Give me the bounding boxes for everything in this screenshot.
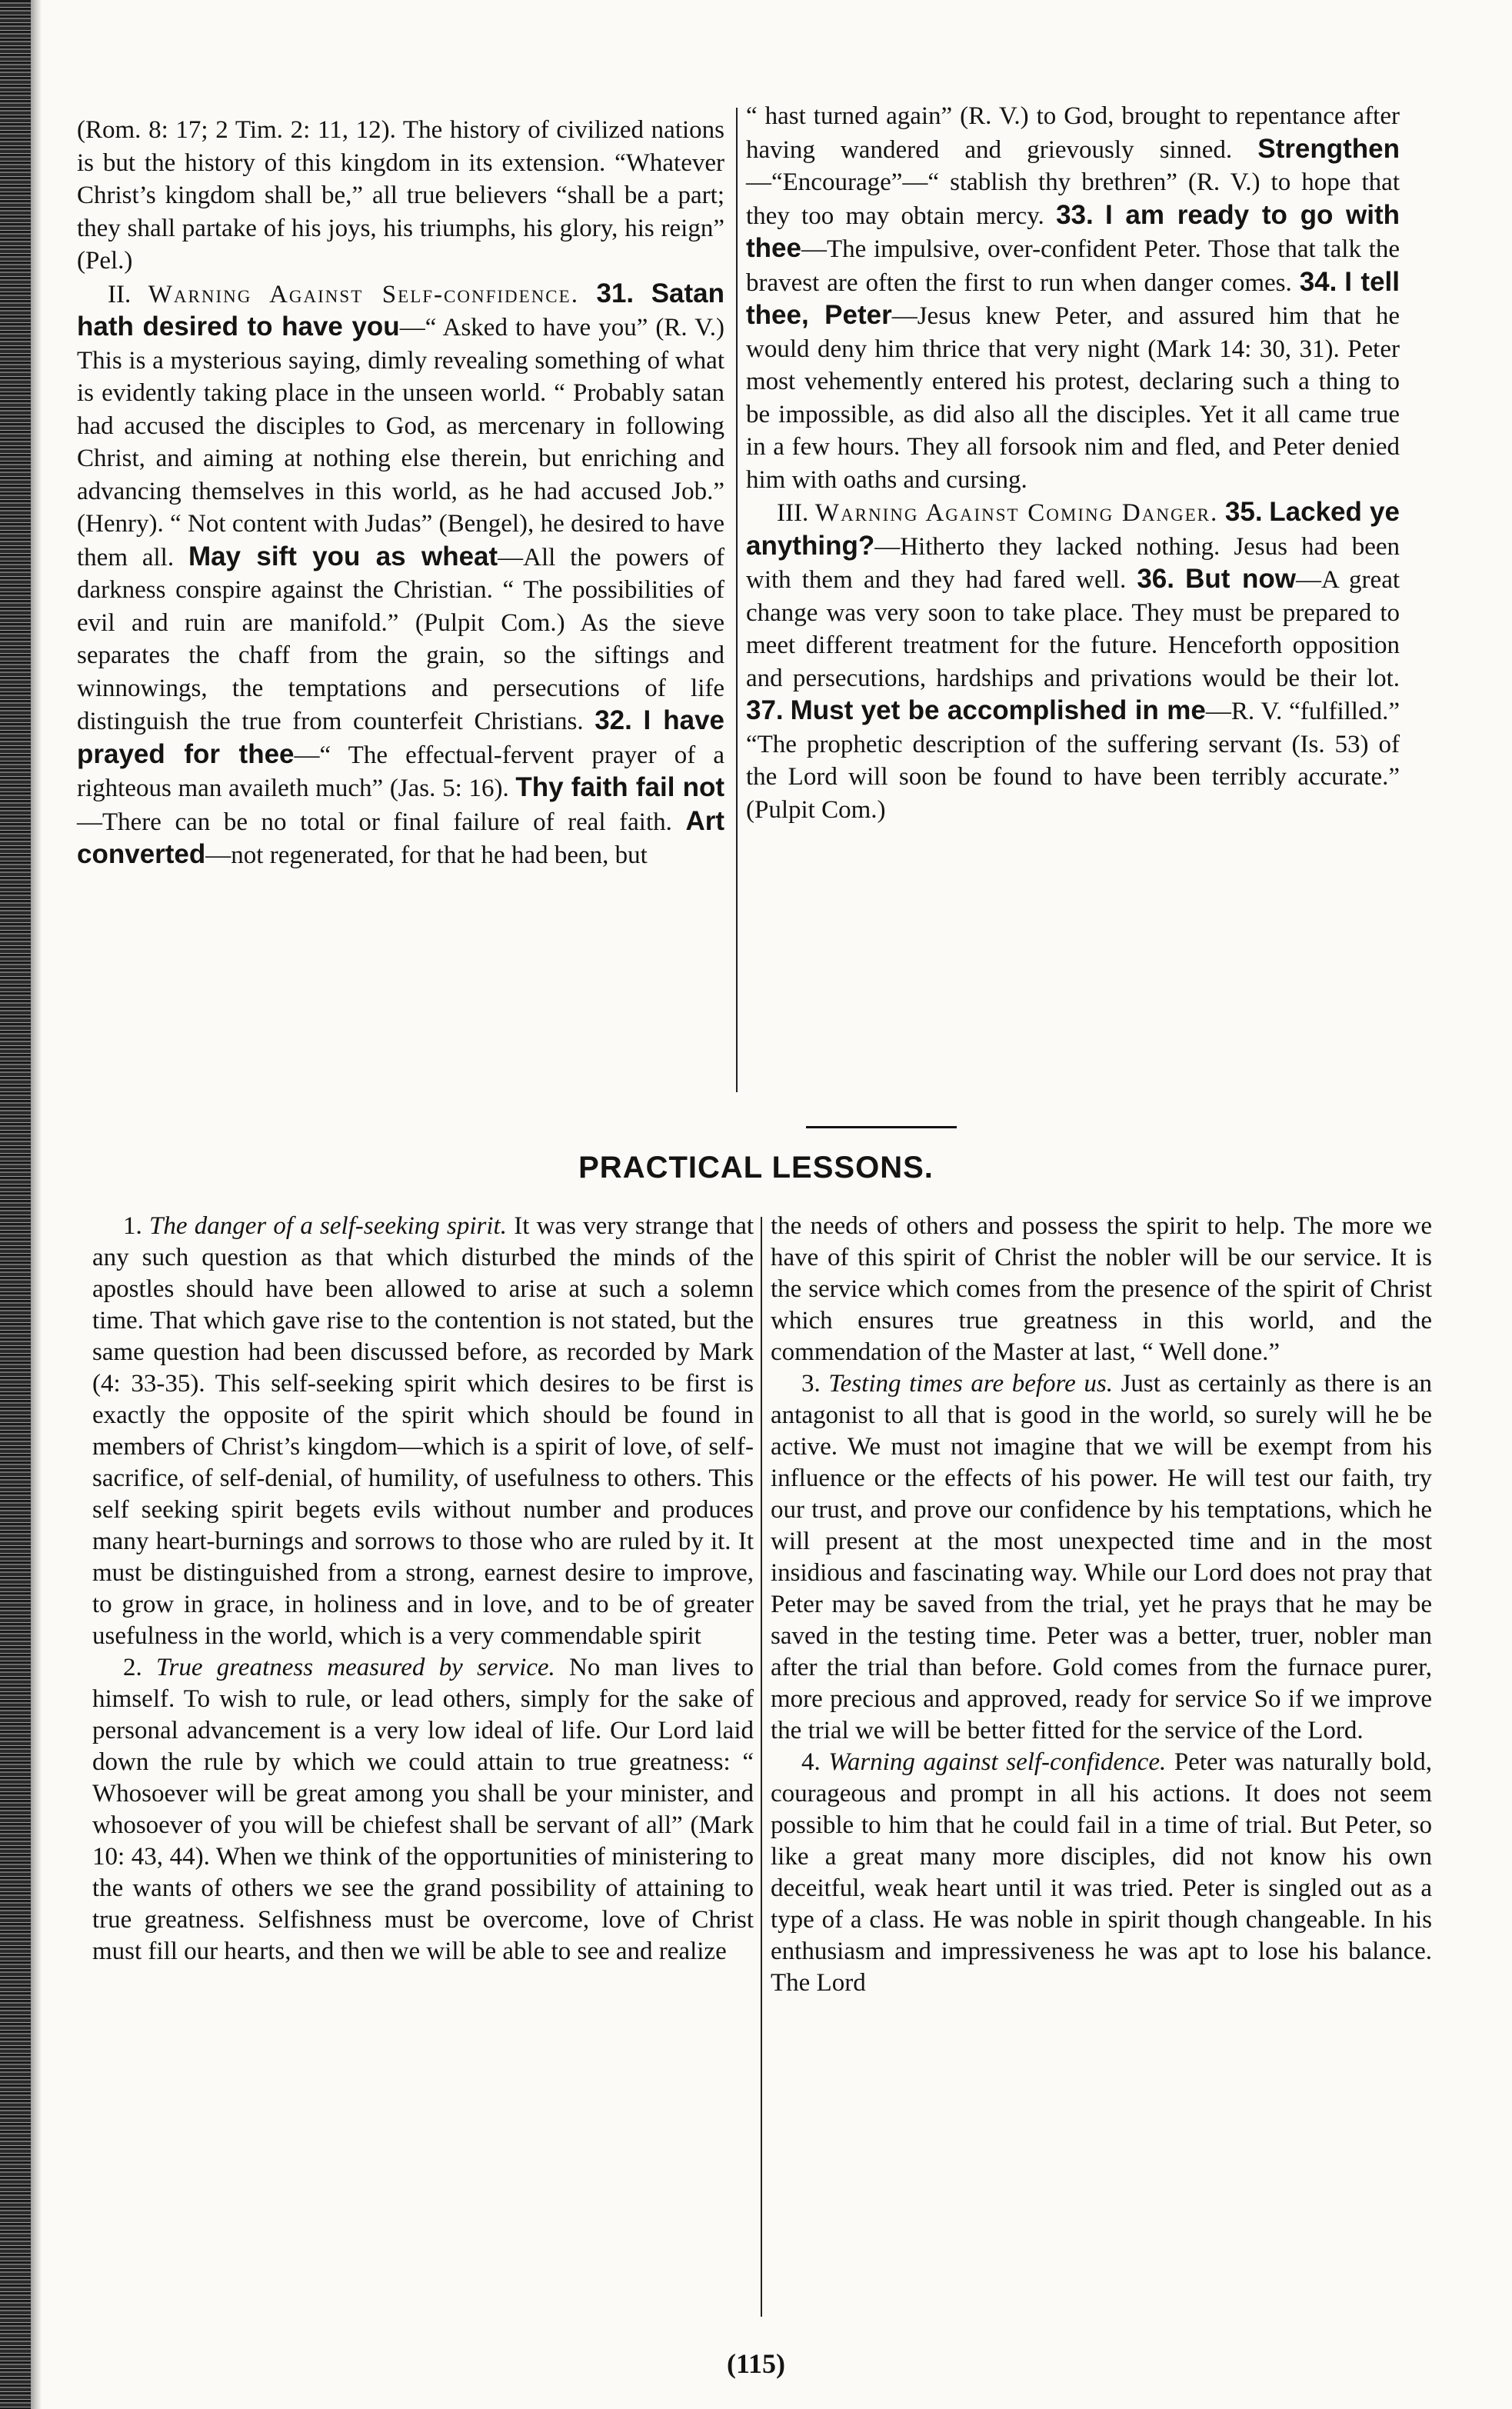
section-title-coming-danger: Warning Against Coming Danger. bbox=[814, 499, 1219, 527]
lessons-column-left bbox=[92, 1211, 754, 1968]
paragraph-peter-strengthen: “ hast turned again” (R. V.) to God, brought to repentance after having wandered and grievously sinned. Strengthen—“Encourage”—“ stablish thy brethren” (R. V.) to hope that they too may obtain mercy. 33. I am ready to go with thee—The impulsive, over-confident Peter. Those that talk the bravest are often the first to run when danger comes. 34. I tell thee, Peter—Jesus knew Peter, and assured him that he would deny him thrice that very night (Mark 14: 30, 31). Peter most vehemently entered his protest, declaring such a thing to be impossible, as did also all the disciples. Yet it all came true in a few hours. They all forsook nim and fled, and Peter denied him with oaths and cursing. bbox=[746, 102, 1400, 494]
practical-lessons-heading: PRACTICAL LESSONS. bbox=[578, 1151, 934, 1185]
verse-number-34: 34. bbox=[1299, 266, 1337, 297]
lesson-2: 2. True greatness measured by service. No man lives to himself. To wish to rule, or lead others, simply for the sake of personal advancement is a very low ideal of life. Our Lord laid down the rule by which we could attain to true greatness: “ Whosoever will be great among you shall be your minister, and whosoever of you will be chiefest shall be servant of all” (Mark 10: 43, 44). When we think of the opportunities of ministering to the wants of others we see the grand possibility of attaining to true greatness. Selfishness must be overcome, love of Christ must fill our hearts, and then we will be able to see and realize bbox=[92, 1654, 754, 1965]
lesson-title: The danger of a self-seeking spirit. bbox=[148, 1212, 507, 1240]
lesson-2-continued: the needs of others and possess the spirit to help. The more we have of this spirit of Christ the nobler will be our service. It is the service which comes from the presence of the spirit of Christ which ensures true greatness in this world, and the commendation of the Master at last, “ Well done.” bbox=[771, 1212, 1432, 1366]
paragraph-warning-coming-danger: III. Warning Against Coming Danger. 35. Lacked ye anything?—Hitherto they lacked nothing. Jesus had been with them and they had fared well. 36. But now—A great change was very soon to take place. They must be prepared to meet different treatment for the future. Henceforth opposition and persecutions, hardships and privations would be their lot. 37. Must yet be accomplished in me—R. V. “fulfilled.” “The prophetic description of the suffering servant (Is. 53) of the Lord will soon be found to have been terribly accurate.” (Pulpit Com.) bbox=[746, 497, 1400, 824]
key-phrase: Must yet be accomplished in me bbox=[790, 695, 1206, 725]
lesson-title: Testing times are before us. bbox=[828, 1370, 1113, 1398]
key-phrase: I am ready to go with thee bbox=[746, 199, 1400, 263]
verse-number-33: 33. bbox=[1056, 199, 1094, 230]
verse-number-35: 35. bbox=[1224, 497, 1263, 527]
verse-number-37: 37. bbox=[746, 695, 784, 725]
lesson-title: True greatness measured by service. bbox=[156, 1654, 555, 1681]
key-phrase: May sift you as wheat bbox=[188, 541, 498, 571]
key-phrase: Satan hath desired to have you bbox=[77, 278, 725, 342]
column-divider-bottom bbox=[761, 1217, 762, 2317]
book-binding-edge bbox=[0, 0, 31, 2409]
key-phrase: Strengthen bbox=[1257, 133, 1400, 164]
paragraph-kingdom: (Rom. 8: 17; 2 Tim. 2: 11, 12). The history of civilized nations is but the history of this kingdom in its extension. “Whatever Christ’s kingdom shall be,” all true believers “shall be a part; they shall partake of his joys, his triumphs, his glory, his reign” (Pel.) bbox=[77, 116, 724, 275]
lesson-3: 3. Testing times are before us. Just as certainly as there is an antagonist to all that is good in the world, so surely will he be active. We must not imagine that we will be exempt from his influence or the effects of his power. He will test our faith, try our trust, and prove our confidence by his temptations, which he will present at the most unexpected time and in the most insidious and fascinating way. While our Lord does not pray that Peter may be saved from the trial, yet he prays that he may be saved in the testing time. Peter was a better, truer, nobler man after the trial than before. Gold comes from the furnace purer, more precious and approved, ready for service So if we improve the trial we will be better fitted for the service of the Lord. bbox=[771, 1370, 1432, 1744]
section-separator bbox=[806, 1126, 957, 1128]
page-number: (115) bbox=[727, 2348, 785, 2379]
lesson-title: Warning against self-confidence. bbox=[828, 1748, 1167, 1776]
paragraph-warning-self-confidence: II. Warning Against Self-confidence. 31. Satan hath desired to have you—“ Asked to have you” (R. V.) This is a mysterious saying, dimly revealing something of what is evidently taking place in the unseen world. “ Probably satan had accused the disciples to God, as mercenary in following Christ, and aiming at nothing else therein, but enriching and advancing themselves in this world, as he had accused Job.” (Henry). “ Not content with Judas” (Bengel), he desired to have them all. May sift you as wheat—All the powers of darkness conspire against the Christian. “ The possibilities of evil and ruin are manifold.” (Pulpit Com.) As the sieve separates the chaff from the grain, so the siftings and winnowings, the temptations and persecutions of life distinguish the true from counterfeit Christians. 32. I have prayed for thee—“ The effectual-fervent prayer of a righteous man availeth much” (Jas. 5: 16). Thy faith fail not—There can be no total or final failure of real faith. Art converted—not regenerated, for that he had been, but bbox=[77, 278, 725, 869]
commentary-column-right bbox=[746, 100, 1400, 826]
lesson-4: 4. Warning against self-confidence. Peter was naturally bold, courageous and prompt in all his actions. It does not seem possible to him that he could fail in a time of trial. But Peter, so like a great many more disciples, did not know his own deceitful, weak heart until it was tried. Peter is singled out as a type of a class. He was noble in spirit though changeable. In his enthusiasm and impressiveness he was apt to lose his balance. The Lord bbox=[771, 1748, 1432, 1997]
commentary-column-left bbox=[77, 114, 724, 872]
section-title-self-confidence: Warning Against Self-confidence. bbox=[148, 280, 579, 308]
key-phrase: Art converted bbox=[77, 805, 724, 869]
key-phrase: Lacked ye anything? bbox=[746, 497, 1400, 561]
key-phrase: I tell thee, Peter bbox=[746, 266, 1400, 330]
key-phrase: But now bbox=[1185, 564, 1296, 594]
key-phrase: Thy faith fail not bbox=[515, 772, 725, 802]
lesson-1: 1. The danger of a self-seeking spirit. It was very strange that any such question as that which disturbed the minds of the apostles should have been allowed to arise at such a solemn time. That which gave rise to the contention is not stated, but the same question had been discussed before, as recorded by Mark (4: 33-35). This self-seeking spirit which desires to be first is exactly the opposite of the spirit which should be found in members of Christ’s kingdom—which is a spirit of love, of self-sacrifice, of self-denial, of humility, of usefulness to others. This self seeking spirit begets evils without number and produces many heart-burnings and sorrows to those who are ruled by it. It must be distinguished from a strong, earnest desire to improve, to grow in grace, in holiness and in love, and to be of greater usefulness in the world, which is a very commendable spirit bbox=[92, 1212, 754, 1650]
column-divider-top bbox=[736, 108, 738, 1092]
key-phrase: I have prayed for thee bbox=[77, 705, 725, 769]
verse-number-32: 32. bbox=[594, 705, 632, 735]
verse-number-36: 36. bbox=[1137, 564, 1174, 594]
lessons-column-right bbox=[771, 1211, 1432, 1999]
verse-number-31: 31. bbox=[596, 278, 634, 308]
